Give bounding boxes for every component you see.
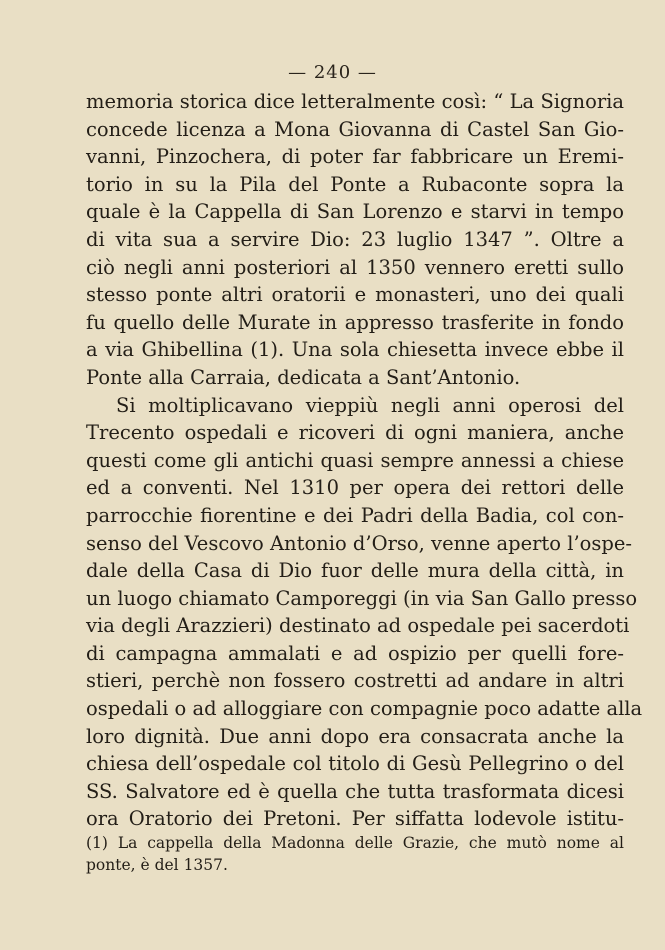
text-line: chiesa dell’ospedale col titolo di Gesù Pellegrino o del — [86, 752, 624, 776]
text-line: quale è la Cappella di San Lorenzo e starvi in tempo — [86, 200, 624, 224]
text-line: un luogo chiamato Camporeggi (in via San Gallo presso — [86, 586, 638, 610]
text-line: di campagna ammalati e ad ospizio per quelli fore- — [86, 641, 624, 665]
page-number: — 240 — — [288, 62, 377, 83]
text-line: dale della Casa di Dio fuor delle mura della città, in — [86, 559, 624, 583]
text-line: questi come gli antichi quasi sempre annessi a chiese — [86, 448, 624, 472]
text-line: senso del Vescovo Antonio d’Orso, venne aperto l’ospe- — [86, 531, 632, 555]
footnote-line: (1) La cappella della Madonna delle Grazie, che mutò nome al — [86, 834, 624, 852]
text-line: stesso ponte altri oratorii e monasteri, uno dei quali — [86, 283, 624, 307]
text-line: Si moltiplicavano vieppiù negli anni operosi del — [116, 393, 624, 417]
text-line: via degli Arazzieri) destinato ad ospedale pei sacerdoti — [86, 614, 630, 638]
text-line: ora Oratorio dei Pretoni. Per siffatta lodevole istitu- — [86, 807, 624, 831]
text-line: Trecento ospedali e ricoveri di ogni maniera, anche — [86, 421, 624, 445]
text-line: vanni, Pinzochera, di poter far fabbricare un Eremi- — [86, 145, 624, 169]
text-line: memoria storica dice letteralmente così: “ La Signoria — [86, 90, 624, 113]
text-line: stieri, perchè non fossero costretti ad andare in altri — [86, 669, 624, 693]
text-line: fu quello delle Murate in appresso trasferite in fondo — [86, 310, 624, 334]
text-line: a via Ghibellina (1). Una sola chiesetta invece ebbe il — [86, 338, 624, 362]
text-line: concede licenza a Mona Giovanna di Castel San Gio- — [86, 117, 624, 141]
footnote-line: ponte, è del 1357. — [86, 856, 228, 874]
text-line: loro dignità. Due anni dopo era consacrata anche la — [86, 724, 624, 748]
text-line: Ponte alla Carraia, dedicata a Sant’Antonio. — [86, 365, 521, 389]
text-line: ed a conventi. Nel 1310 per opera dei rettori delle — [86, 476, 624, 500]
text-line: ciò negli anni posteriori al 1350 vennero eretti sullo — [86, 255, 624, 279]
main-text — [86, 88, 643, 833]
text-line: ospedali o ad alloggiare con compagnie poco adatte alla — [86, 697, 643, 721]
text-line: SS. Salvatore ed è quella che tutta trasformata dicesi — [86, 779, 624, 803]
text-line: di vita sua a servire Dio: 23 luglio 1347 ”. Oltre a — [86, 227, 624, 251]
text-line: parrocchie fiorentine e dei Padri della Badia, col con- — [86, 503, 624, 527]
text-line: torio in su la Pila del Ponte a Rubaconte sopra la — [86, 172, 624, 196]
footnote — [86, 832, 624, 876]
